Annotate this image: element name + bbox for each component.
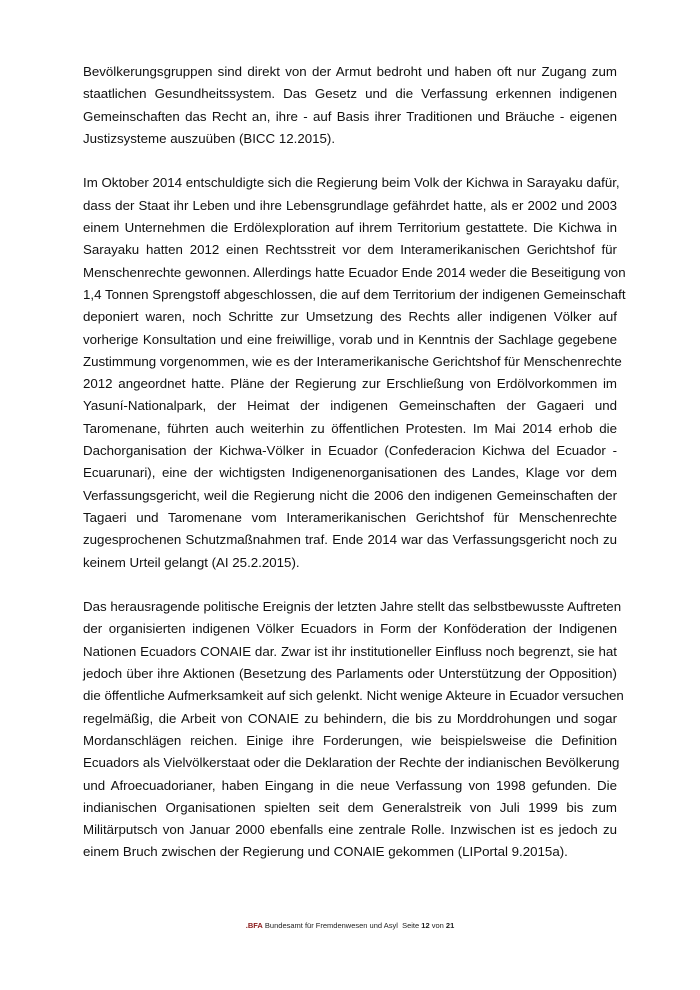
footer-page-label: Seite	[402, 921, 420, 930]
text-line: 2012 angeordnet hatte. Pläne der Regierung zur Erschließung von Erdölvorkommen im	[83, 376, 617, 392]
text-line: Zustimmung vorgenommen, wie es der Interamerikanische Gerichtshof für Menschenrechte	[83, 353, 622, 369]
text-line: Militärputsch von Januar 2000 ebenfalls eine zentrale Rolle. Inzwischen ist es jedoch zu	[83, 822, 617, 838]
text-line: zugesprochenen Schutzmaßnahmen traf. Ende 2014 war das Verfassungsgericht noch zu	[83, 532, 617, 548]
text-line: Ecuarunari), eine der wichtigsten Indigenenorganisationen des Landes, Klage vor dem	[83, 465, 617, 481]
paragraph	[83, 172, 626, 573]
footer-page-number: 12	[421, 921, 430, 930]
text-line: Gemeinschaften das Recht an, ihre - auf Basis ihrer Traditionen und Bräuche - eigenen	[83, 108, 617, 124]
footer-page-total: 21	[445, 921, 455, 930]
text-line: Menschenrechte gewonnen. Allerdings hatte Ecuador Ende 2014 weder die Beseitigung von	[83, 264, 626, 280]
text-line: Das herausragende politische Ereignis der letzten Jahre stellt das selbstbewusste Auftreten	[83, 599, 622, 615]
text-line: Verfassungsgericht, weil die Regierung nicht die 2006 den indigenen Gemeinschaften der	[83, 487, 617, 503]
text-line: Nationen Ecuadors CONAIE dar. Zwar ist ihr institutioneller Einfluss noch begrenzt, sie hat	[83, 643, 617, 659]
text-line: Mordanschlägen reichen. Einige ihre Forderungen, wie beispielsweise die Definition	[83, 732, 617, 748]
footer-organization: Bundesamt für Fremdenwesen und Asyl	[264, 921, 398, 930]
text-line: der organisierten indigenen Völker Ecuadors in Form der Konföderation der Indigenen	[83, 621, 617, 637]
text-line: keinem Urteil gelangt (AI 25.2.2015).	[83, 554, 300, 570]
text-line: dass der Staat ihr Leben und ihre Lebensgrundlage gefährdet hatte, als er 2002 und 2003	[83, 197, 617, 213]
text-line: Dachorganisation der Kichwa-Völker in Ecuador (Confederacion Kichwa del Ecuador -	[83, 443, 617, 459]
text-line: Taromenane, führten auch weiterhin zu öffentlichen Protesten. Im Mai 2014 erhob die	[83, 420, 617, 436]
text-line: Im Oktober 2014 entschuldigte sich die Regierung beim Volk der Kichwa in Sarayaku dafür,	[83, 175, 620, 191]
text-line: jedoch über ihre Aktionen (Besetzung des Parlaments oder Unterstützung der Opposition)	[83, 666, 617, 682]
text-line: Justizsysteme auszuüben (BICC 12.2015).	[83, 130, 336, 146]
paragraph	[83, 596, 624, 864]
footer-of-label: von	[431, 921, 444, 930]
paragraph	[83, 61, 617, 150]
text-line: indianischen Organisationen spielten seit dem Generalstreik von Juli 1999 bis zum	[83, 799, 617, 815]
footer-logo: .BFA	[245, 921, 263, 930]
text-line: einem Bruch zwischen der Regierung und CONAIE gekommen (LIPortal 9.2015a).	[83, 844, 568, 860]
text-line: 1,4 Tonnen Sprengstoff abgeschlossen, die auf dem Territorium der indigenen Gemeinschaft	[83, 286, 626, 302]
text-line: die öffentliche Aufmerksamkeit auf sich gelenkt. Nicht wenige Akteure in Ecuador versuchen	[83, 688, 624, 704]
text-line: Ecuadors als Vielvölkerstaat oder die Deklaration der Rechte der indianischen Bevölkerung	[83, 755, 620, 771]
text-line: Sarayaku hatten 2012 einen Rechtsstreit vor dem Interamerikanischen Gerichtshof für	[83, 242, 617, 258]
page-footer	[0, 921, 700, 930]
text-line: einem Unternehmen die Erdölexploration auf ihrem Territorium gestattete. Die Kichwa in	[83, 220, 617, 236]
text-line: Yasuní-Nationalpark, der Heimat der indigenen Gemeinschaften der Gagaeri und	[83, 398, 617, 414]
text-line: vorherige Konsultation und eine freiwillige, vorab und in Kenntnis der Sachlage gegebene	[83, 331, 617, 347]
text-line: deponiert waren, noch Schritte zur Umsetzung des Rechts aller indigenen Völker auf	[83, 309, 617, 325]
text-line: Tagaeri und Taromenane vom Interamerikanischen Gerichtshof für Menschenrechte	[83, 509, 617, 525]
text-line: staatlichen Gesundheitssystem. Das Gesetz und die Verfassung erkennen indigenen	[83, 86, 617, 102]
text-line: regelmäßig, die Arbeit von CONAIE zu behindern, die bis zu Morddrohungen und sogar	[83, 710, 617, 726]
document-body	[83, 61, 626, 886]
text-line: und Afroecuadorianer, haben Eingang in die neue Verfassung von 1998 gefunden. Die	[83, 777, 617, 793]
text-line: Bevölkerungsgruppen sind direkt von der Armut bedroht und haben oft nur Zugang zum	[83, 64, 617, 79]
